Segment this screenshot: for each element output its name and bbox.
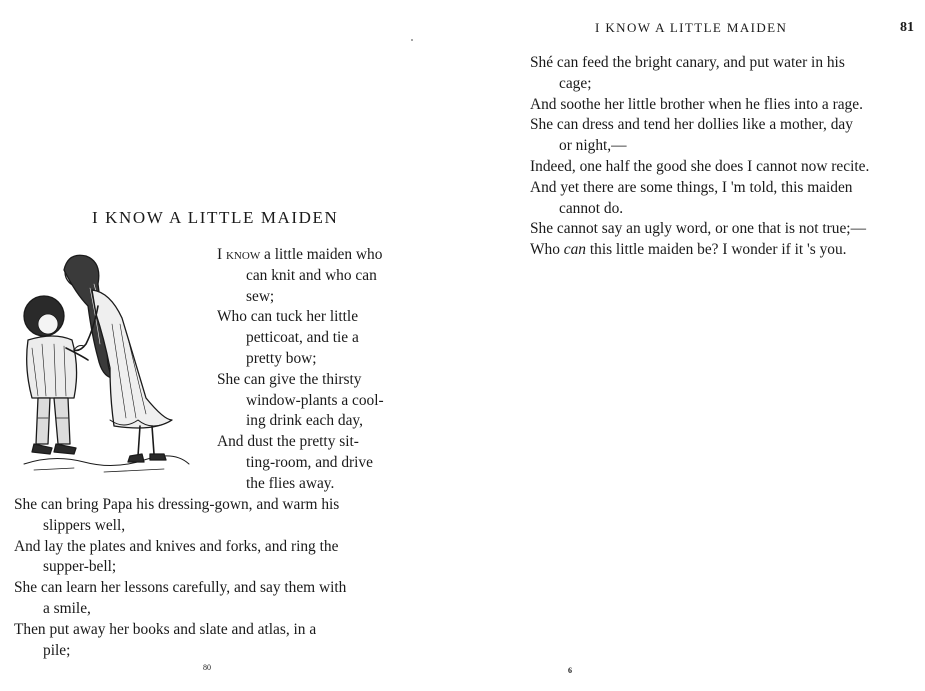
poem-line: cage;: [559, 74, 592, 92]
poem-stanza-wide: [14, 495, 346, 661]
poem-line: [530, 240, 869, 261]
poem-stanza-continued: [530, 53, 869, 261]
poem-line: or night,—: [559, 137, 627, 155]
poem-line: sew;: [246, 287, 275, 305]
page-folio: 6: [568, 666, 572, 675]
poem-line: ting-room, and drive: [246, 453, 373, 471]
poem-line: She cannot say an ugly word, or one that is not true;—: [530, 220, 866, 238]
poem-line: Shé can feed the bright canary, and put water in his: [530, 54, 845, 71]
poem-line: She can give the thirsty: [217, 370, 362, 388]
poem-line: [217, 245, 384, 266]
line-segment: this little maiden be? I wonder if it 's you.: [586, 241, 847, 259]
emphasized-word: can: [563, 241, 586, 259]
poem-line: And dust the pretty sit-: [217, 433, 359, 451]
poem-line: And soothe her little brother when he flies into a rage.: [530, 95, 863, 113]
poem-line: pile;: [43, 641, 71, 659]
left-page: [0, 0, 462, 691]
poem-line: cannot do.: [559, 199, 624, 217]
right-page: [462, 0, 925, 691]
poem-line: slippers well,: [43, 516, 126, 534]
poem-line: Who can tuck her little: [217, 308, 359, 326]
poem-line: the flies away.: [246, 474, 335, 492]
poem-line: Then put away her books and slate and atlas, in a: [14, 620, 317, 638]
poem-line: supper-bell;: [43, 558, 117, 576]
small-caps-word: know: [225, 246, 261, 263]
poem-line: She can dress and tend her dollies like a mother, day: [530, 116, 853, 134]
line-rest: a little maiden who: [260, 246, 383, 263]
poem-line: ing drink each day,: [246, 412, 363, 430]
drop-letter: I: [217, 246, 226, 263]
poem-line: pretty bow;: [246, 349, 317, 367]
poem-line: She can learn her lessons carefully, and say them with: [14, 579, 347, 597]
poem-title: I KNOW A LITTLE MAIDEN: [92, 208, 339, 227]
poem-line: can knit and who can: [246, 266, 377, 284]
line-segment: Who: [530, 241, 564, 259]
poem-line: petticoat, and tie a: [246, 329, 359, 347]
poem-stanza-narrow: [217, 245, 384, 495]
poem-line: And yet there are some things, I 'm told, this maiden: [530, 178, 853, 196]
running-head: I KNOW A LITTLE MAIDEN: [595, 20, 788, 35]
poem-line: window-plants a cool-: [246, 391, 384, 409]
girl-tying-boy-collar-illustration: [14, 248, 194, 484]
poem-line: Indeed, one half the good she does I cannot now recite.: [530, 157, 870, 175]
poem-line: a smile,: [43, 599, 91, 617]
page-number: 81: [900, 20, 914, 35]
paper-speck: [411, 39, 413, 41]
page-folio: 80: [203, 663, 211, 672]
poem-line: She can bring Papa his dressing-gown, and warm his: [14, 496, 340, 513]
poem-line: And lay the plates and knives and forks, and ring the: [14, 537, 339, 555]
